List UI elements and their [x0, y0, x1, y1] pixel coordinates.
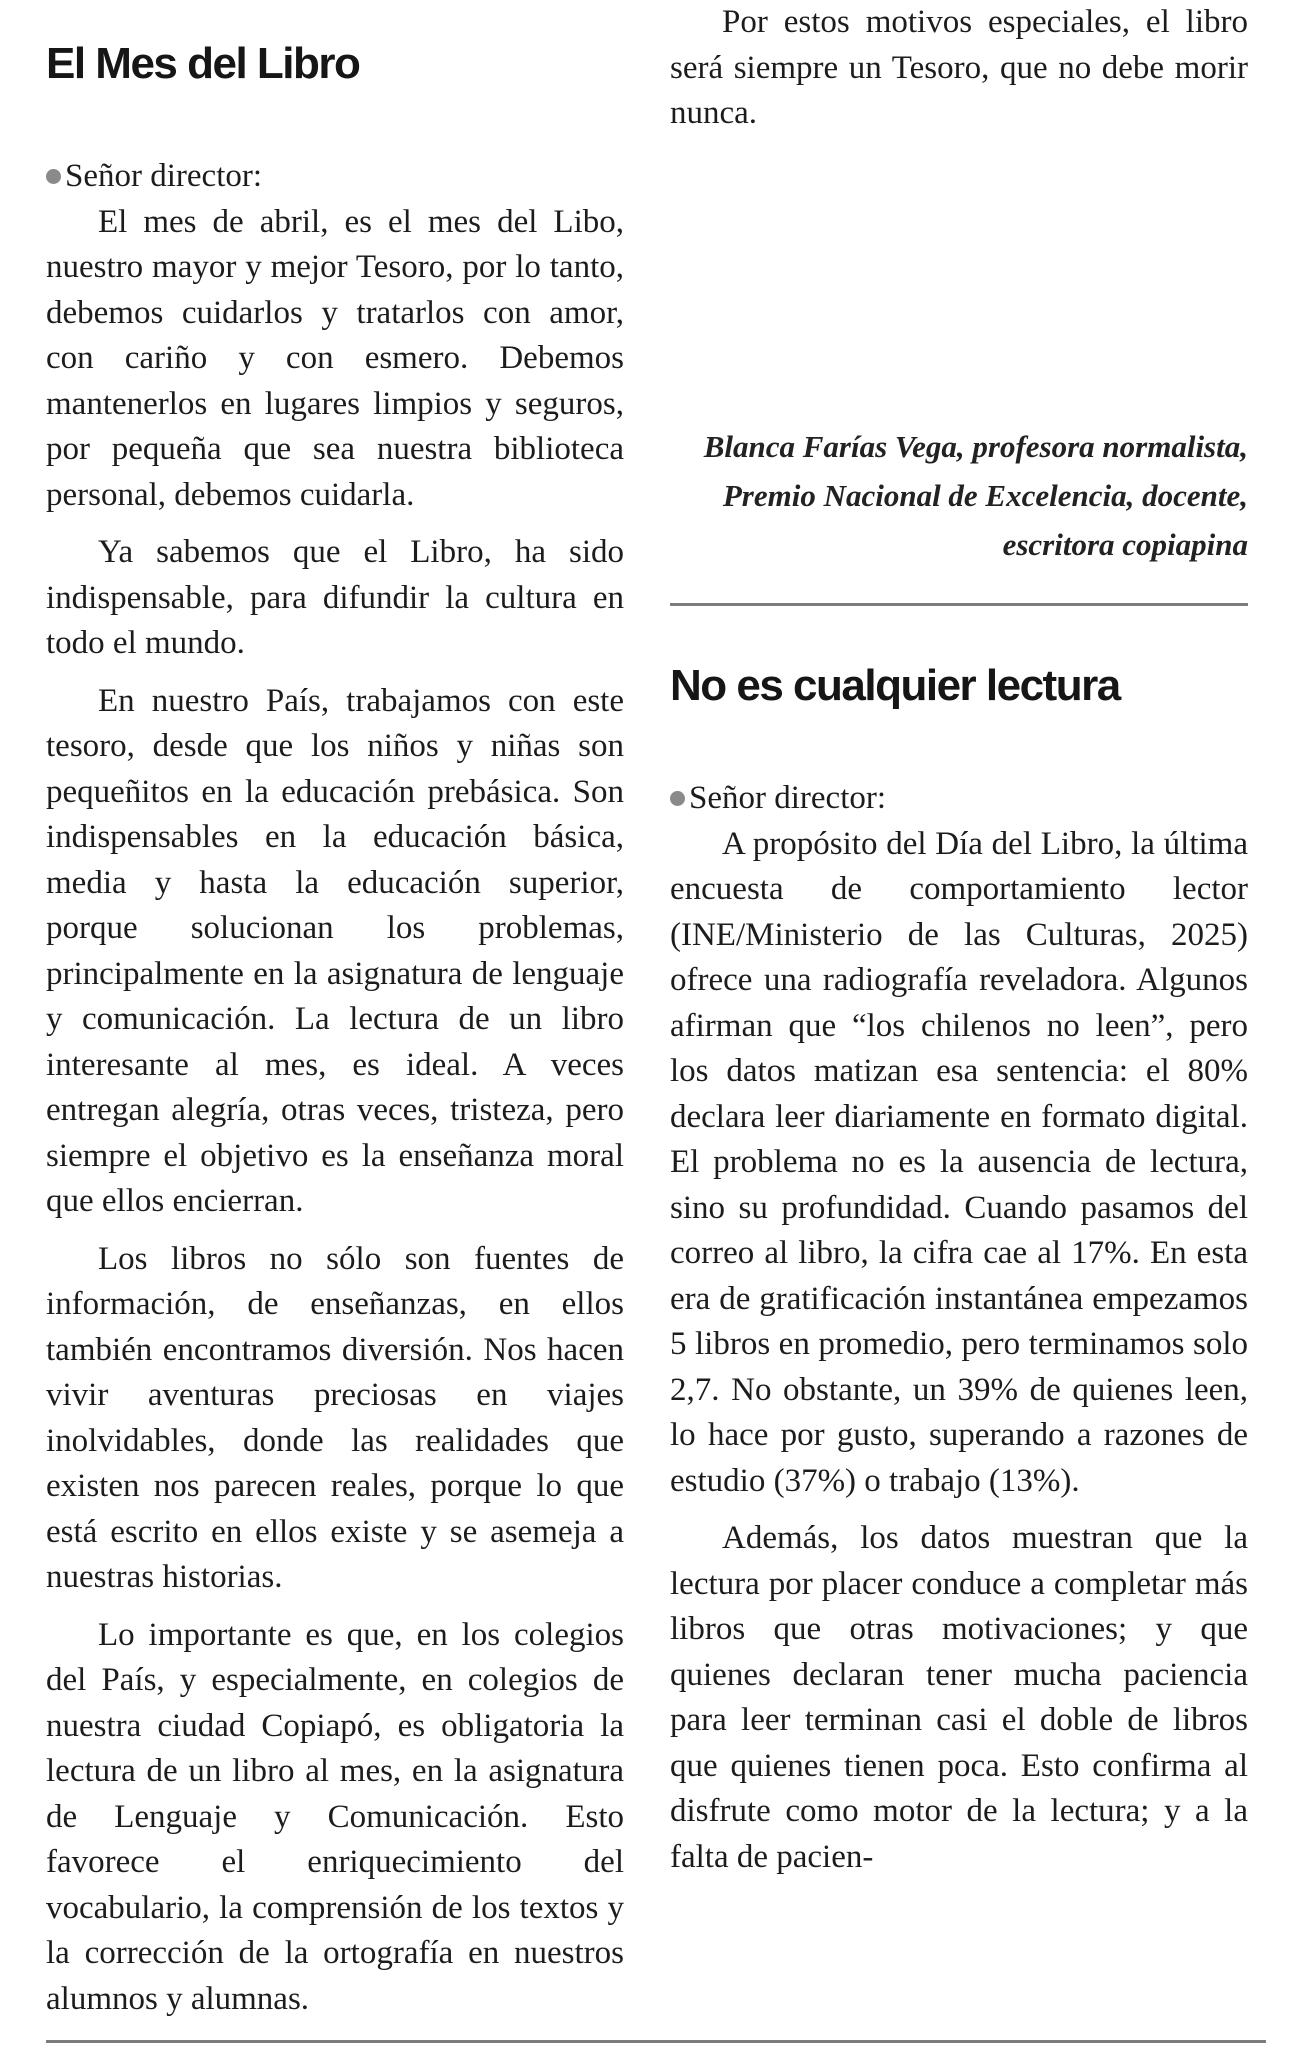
section-divider [670, 603, 1248, 606]
letter-salutation [46, 154, 624, 200]
letter-paragraph: Ya sabemos que el Libro, ha sido indispensable, para difundir la cultura en todo el mundo. [46, 534, 624, 661]
letter-paragraph: Por estos motivos especiales, el libro será siempre un Tesoro, que no debe morir nunca. [670, 4, 1248, 131]
letter-body [46, 200, 624, 2023]
letter-paragraph: A propósito del Día del Libro, la última encuesta de comportamiento lector (INE/Ministerio de las Culturas, 2025) ofrece una radiografía reveladora. Algunos afirman que “los chilenos no leen”, pero los datos matizan esa sentencia: el 80% declara leer diariamente en formato digital. El problema no es la ausencia de lectura, sino su profundidad. Cuando pasamos del correo al libro, la cifra cae al 17%. En esta era de gratificación instantánea empezamos 5 libros en promedio, pero terminamos solo 2,7. No obstante, un 39% de quienes leen, lo hace por gusto, superando a razones de estudio (37%) o trabajo (13%). [670, 825, 1248, 1499]
letter-paragraph: Además, los datos muestran que la lectura por placer conduce a completar más libros que otras motivaciones; y que quienes declaran tener mucha paciencia para leer terminan casi el doble de libros que quienes tienen poca. Esto confirma al disfrute como motor de la lectura; y a la falta de pacien- [670, 1520, 1248, 1875]
letter-column-right-top [670, 0, 1248, 137]
letter-body [670, 822, 1248, 1881]
letter-title: No es cualquier lectura [670, 661, 1120, 710]
letter-paragraph: Lo importante es que, en los colegios del País, y especialmente, en colegios de nuestra ciudad Copiapó, es obligatoria la lectura de un libro al mes, en la asignatura de Lenguaje y Comunicación. Esto favorece el enriquecimiento del vocabulario, la comprensión de los textos y la corrección de la ortografía en nuestros alumnos y alumnas. [46, 1616, 624, 2017]
letter-body-continued [670, 0, 1248, 137]
page-bottom-rule [46, 2040, 1266, 2043]
letter-paragraph: Los libros no sólo son fuentes de información, de enseñanzas, en ellos también encontramos diversión. Nos hacen vivir aventuras preciosas en viajes inolvidables, donde las realidades que existen nos parecen reales, porque lo que está escrito en ellos existe y se asemeja a nuestras historias. [46, 1240, 624, 1595]
letter-signature: Blanca Farías Vega, profesora normalista, Premio Nacional de Excelencia, docente, escritora copiapina [703, 429, 1248, 562]
letter-column-left [46, 38, 624, 2022]
letter-paragraph: El mes de abril, es el mes del Libo, nuestro mayor y mejor Tesoro, por lo tanto, debemos cuidarlos y tratarlos con amor, con cariño y con esmero. Debemos mantenerlos en lugares limpios y seguros, por pequeña que sea nuestra biblioteca personal, debemos cuidarla. [46, 203, 624, 513]
signature-block [670, 422, 1248, 569]
bullet-icon [46, 169, 61, 184]
bullet-icon [670, 791, 685, 806]
letter-salutation [670, 776, 1248, 822]
letter-column-right [670, 660, 1248, 1880]
letter-title: El Mes del Libro [46, 39, 360, 88]
salutation-text: Señor director: [689, 780, 887, 816]
salutation-text: Señor director: [65, 158, 263, 194]
letter-paragraph: En nuestro País, trabajamos con este tesoro, desde que los niños y niñas son pequeñitos en la educación prebásica. Son indispensables en la educación básica, media y hasta la educación superior, porque solucionan los problemas, principalmente en la asignatura de lenguaje y comunicación. La lectura de un libro interesante al mes, es ideal. A veces entregan alegría, otras veces, tristeza, pero siempre el objetivo es la enseñanza moral que ellos encierran. [46, 682, 624, 1219]
